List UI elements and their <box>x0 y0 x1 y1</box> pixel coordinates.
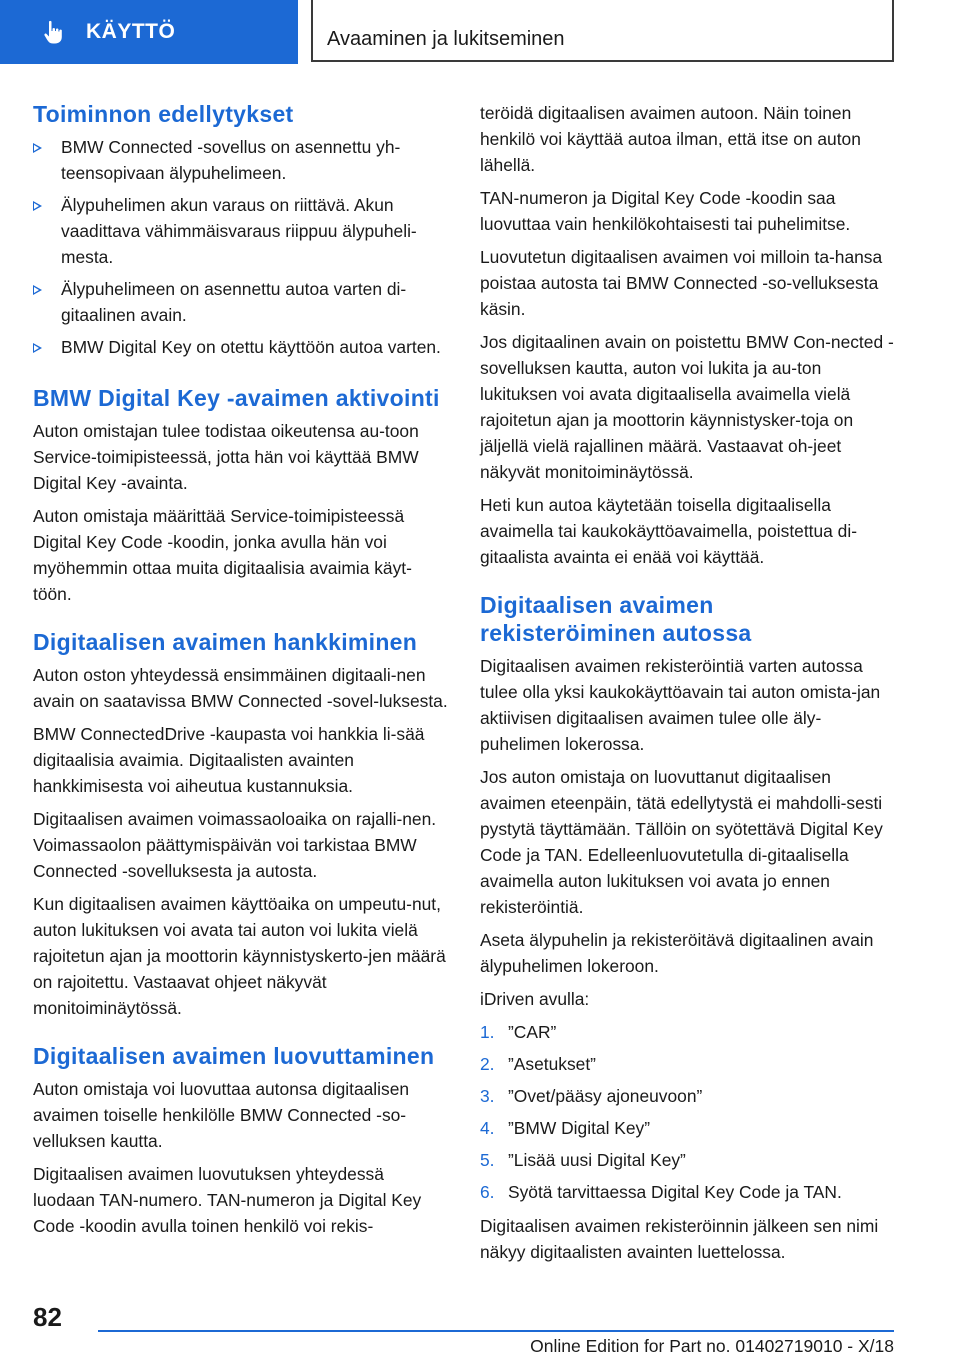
paragraph: Heti kun autoa käytetään toisella digitaalisella avaimella tai kaukokäyttöavaimella, poistettua di-gitaalista avainta ei enää voi käyttää. <box>480 495 857 567</box>
heading-activation: BMW Digital Key -avaimen aktivointi <box>33 385 440 411</box>
paragraph: Jos auton omistaja on luovuttanut digitaalisen avaimen eteenpäin, tätä edellytystä ei mahdolli-sesti pystytä täyttämään. Tällöin on syötettävä Digital Key Code ja TAN. Edelleenluovutetulla di-gitaalisella avaimella auton lukituksen voi avata jo ennen rekisteröintiä. <box>480 767 883 917</box>
requirements-list <box>33 134 449 360</box>
footer-edition: Online Edition for Part no. 01402719010 - X/18 <box>530 1336 894 1356</box>
triangle-bullet-icon <box>33 343 42 353</box>
list-item: 6. Syötä tarvittaessa Digital Key Code ja TAN. <box>480 1182 842 1202</box>
page-number: 82 <box>33 1302 62 1332</box>
paragraph: BMW ConnectedDrive -kaupasta voi hankkia li-sää digitaalisia avaimia. Digitaalisten avainten hankkimisesta voi aiheutua kustannuksia. <box>33 724 425 796</box>
heading-requirements: Toiminnon edellytykset <box>33 101 294 127</box>
heading-transfer: Digitaalisen avaimen luovuttaminen <box>33 1043 435 1069</box>
triangle-bullet-icon <box>33 143 42 153</box>
paragraph: Auton omistaja voi luovuttaa autonsa digitaalisen avaimen toiselle henkilölle BMW Connected -so-velluksen kautta. <box>33 1079 410 1151</box>
paragraph: iDriven avulla: <box>480 989 590 1009</box>
paragraph: Digitaalisen avaimen voimassaoloaika on rajalli-nen. Voimassaolon päättymispäivän voi tarkistaa BMW Connected -sovelluksesta ja autosta. <box>33 809 437 881</box>
right-column <box>480 100 898 1272</box>
list-item: 2. ”Asetukset” <box>480 1054 596 1074</box>
triangle-bullet-icon <box>33 285 42 295</box>
pointing-hand-icon <box>42 19 68 45</box>
list-item: Älypuhelimeen on asennettu autoa varten di-gitaalinen avain. <box>33 276 449 328</box>
list-item: BMW Digital Key on otettu käyttöön autoa varten. <box>33 334 449 360</box>
list-item: 3. ”Ovet/pääsy ajoneuvoon” <box>480 1086 703 1106</box>
paragraph: teröidä digitaalisen avaimen autoon. Näin toinen henkilö voi käyttää autoa ilman, että itse on auton lähellä. <box>480 103 861 175</box>
paragraph: Auton omistajan tulee todistaa oikeutensa au-toon Service-toimipisteessä, jotta hän voi käyttää BMW Digital Key -avainta. <box>33 421 419 493</box>
paragraph: TAN-numeron ja Digital Key Code -koodin saa luovuttaa vain henkilökohtaisesti tai puhelimitse. <box>480 188 851 234</box>
chapter-title: Avaaminen ja lukitseminen <box>311 0 894 62</box>
list-item: 4. ”BMW Digital Key” <box>480 1118 651 1138</box>
paragraph: Aseta älypuhelin ja rekisteröitävä digitaalinen avain älypuhelimen lokeroon. <box>480 930 874 976</box>
paragraph: Jos digitaalinen avain on poistettu BMW Con-nected -sovelluksen kautta, auton voi lukita ja au-ton lukituksen voi avata digitaalisella avaimella vielä rajoitetun ajan ja moottorin käynnistysker-toja on jäljellä vielä rajallinen määrä. Vastaavat oh-jeet näkyvät monitoiminäytössä. <box>480 332 894 482</box>
list-item: 1. ”CAR” <box>480 1022 557 1042</box>
steps-list <box>480 1019 898 1205</box>
left-column <box>33 100 449 1246</box>
paragraph: Digitaalisen avaimen rekisteröintiä varten autossa tulee olla yksi kaukokäyttöavain tai auton omista-jan aktiivisen digitaalisen avaimen tulee olle äly-puhelimen lokerossa. <box>480 656 881 754</box>
paragraph: Auton omistaja määrittää Service-toimipisteessä Digital Key Code -koodin, jonka avulla hän voi myöhemmin ottaa muita digitaalisia avaimia käyt-töön. <box>33 506 412 604</box>
triangle-bullet-icon <box>33 201 42 211</box>
footer-divider <box>98 1330 894 1332</box>
section-tab <box>0 0 298 64</box>
list-item: 5. ”Lisää uusi Digital Key” <box>480 1150 686 1170</box>
heading-register: Digitaalisen avaimen rekisteröiminen autossa <box>480 592 752 646</box>
paragraph: Digitaalisen avaimen rekisteröinnin jälkeen sen nimi näkyy digitaalisten avainten luettelossa. <box>480 1216 879 1262</box>
list-item: BMW Connected -sovellus on asennettu yh-teensopivaan älypuhelimeen. <box>33 134 449 186</box>
paragraph: Luovutetun digitaalisen avaimen voi milloin ta-hansa poistaa autosta tai BMW Connected -so-velluksesta käsin. <box>480 247 883 319</box>
paragraph: Digitaalisen avaimen luovutuksen yhteydessä luodaan TAN-numero. TAN-numeron ja Digital Key Code -koodin avulla toinen henkilö voi rekis- <box>33 1164 422 1236</box>
list-item: Älypuhelimen akun varaus on riittävä. Akun vaadittava vähimmäisvaraus riippuu älypuheli-mesta. <box>33 192 449 270</box>
heading-acquire: Digitaalisen avaimen hankkiminen <box>33 629 418 655</box>
section-tab-label: KÄYTTÖ <box>86 20 176 43</box>
paragraph: Auton oston yhteydessä ensimmäinen digitaali-nen avain on saatavissa BMW Connected -sovel-luksesta. <box>33 665 448 711</box>
paragraph: Kun digitaalisen avaimen käyttöaika on umpeutu-nut, auton lukituksen voi avata tai auton voi lukita vielä rajoitetun ajan ja moottorin käynnistyskerto-jen määrä on rajoitettu. Vastaavat ohjeet näkyvät monitoiminäytössä. <box>33 894 446 1018</box>
